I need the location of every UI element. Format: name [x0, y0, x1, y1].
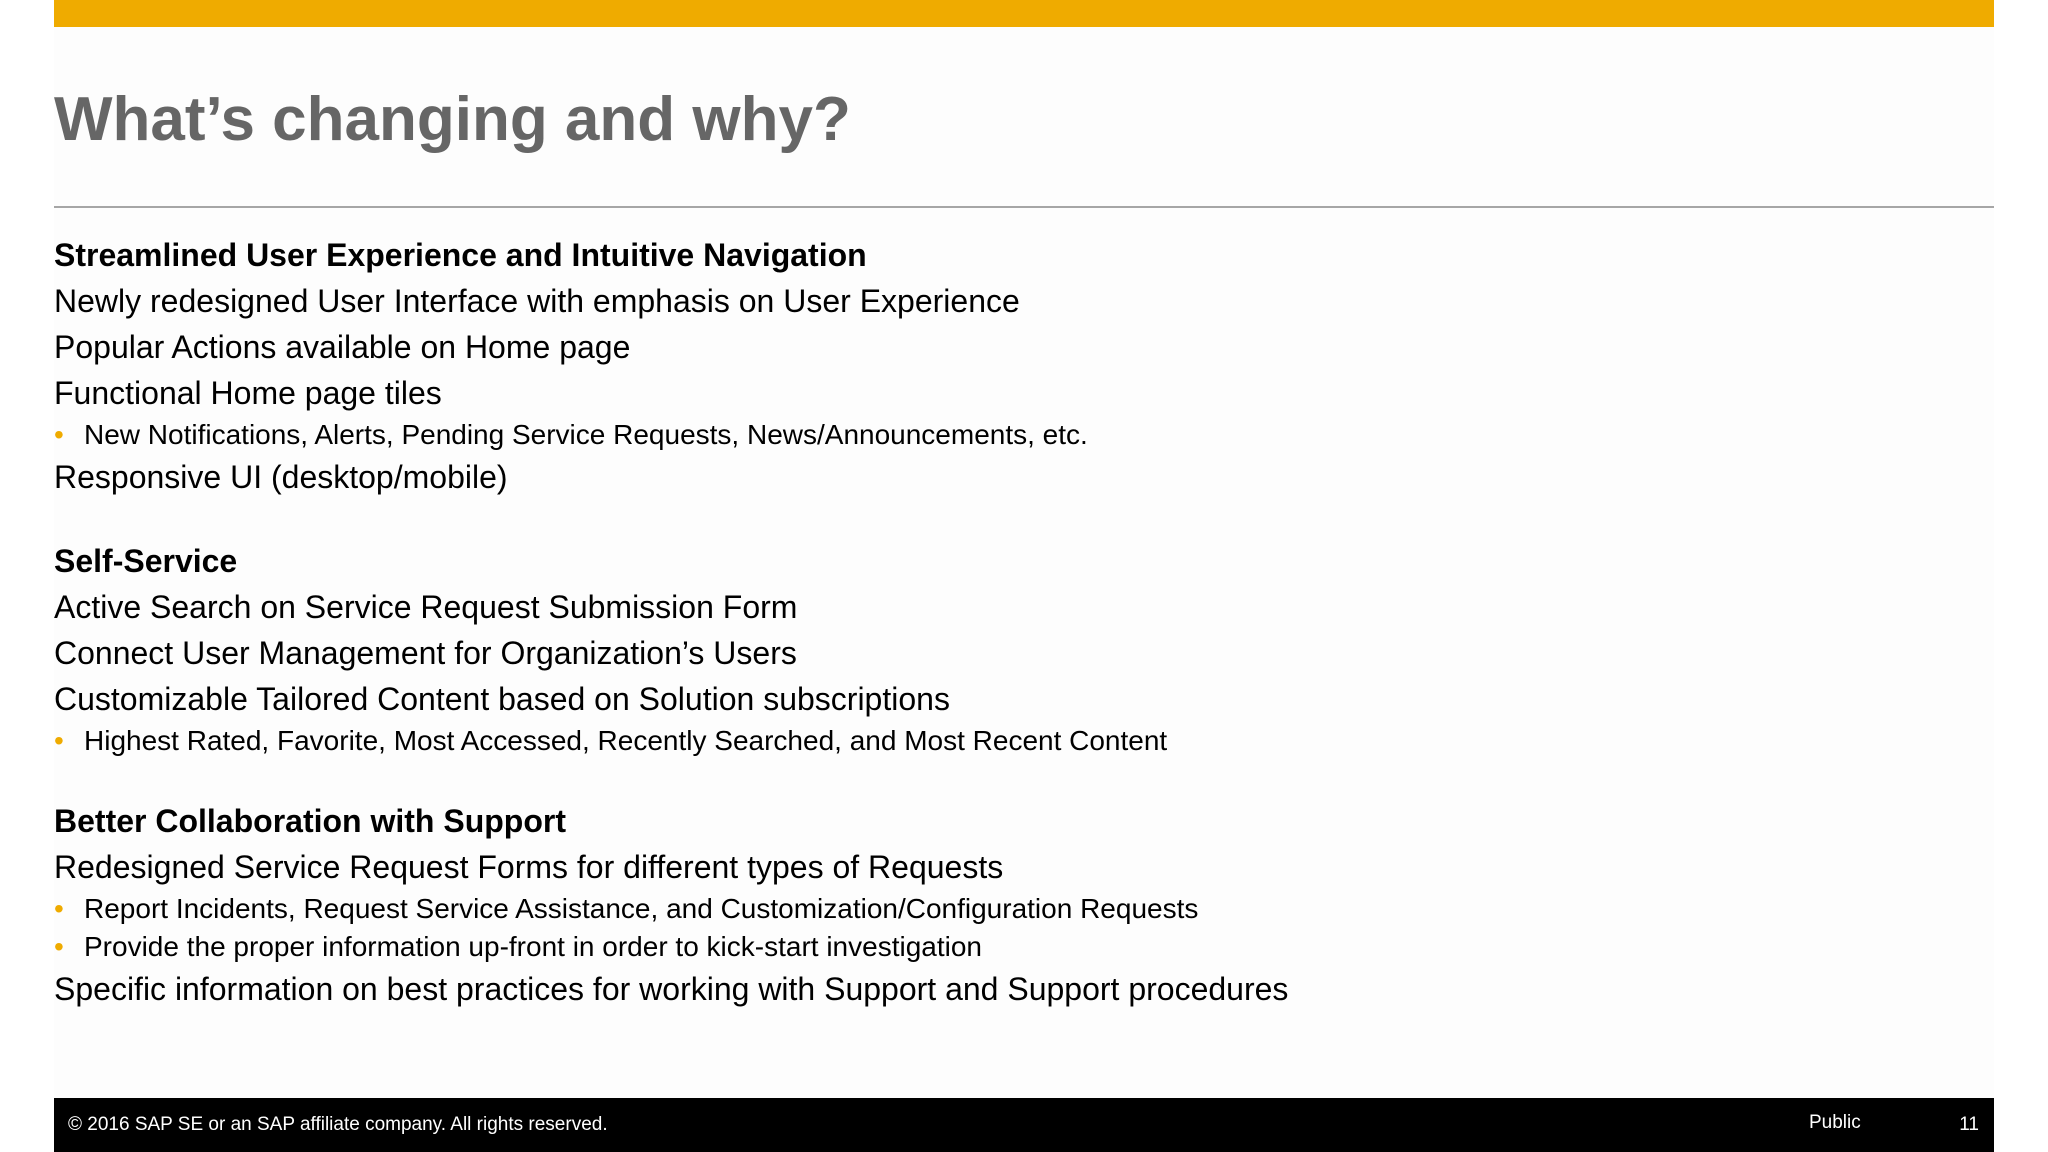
- section-heading: Better Collaboration with Support: [54, 803, 566, 839]
- section-heading: Self-Service: [54, 543, 238, 579]
- sub-bullet-item: [54, 722, 1954, 760]
- bullet-icon: •: [54, 725, 64, 756]
- classification-label: Public: [1809, 1112, 1861, 1133]
- list-item: Functional Home page tiles: [54, 375, 442, 411]
- section-collaboration: [54, 798, 1954, 1012]
- sub-bullet-text: Provide the proper information up-front in order to kick-start investigation: [84, 931, 982, 962]
- list-item: Active Search on Service Request Submission Form: [54, 589, 798, 625]
- list-item: Responsive UI (desktop/mobile): [54, 459, 508, 495]
- section-streamlined-ux: [54, 232, 1954, 500]
- list-item: Newly redesigned User Interface with emphasis on User Experience: [54, 283, 1020, 319]
- footer-bar: [54, 1098, 1994, 1152]
- section-self-service: [54, 538, 1954, 760]
- bullet-icon: •: [54, 419, 64, 450]
- slide-title: What’s changing and why?: [54, 85, 851, 154]
- sub-bullet-text: Highest Rated, Favorite, Most Accessed, Recently Searched, and Most Recent Content: [84, 725, 1168, 756]
- list-item: Connect User Management for Organization’s Users: [54, 635, 797, 671]
- title-divider: [54, 206, 1994, 208]
- sub-bullet-item: [54, 416, 1954, 454]
- bullet-icon: •: [54, 893, 64, 924]
- accent-bar: [54, 0, 1994, 27]
- list-item: Customizable Tailored Content based on Solution subscriptions: [54, 681, 950, 717]
- slide-content: [54, 232, 1954, 1012]
- sub-bullet-item: [54, 890, 1954, 928]
- page-number: 11: [1959, 1114, 1979, 1135]
- list-item: Redesigned Service Request Forms for different types of Requests: [54, 849, 1004, 885]
- list-item: Popular Actions available on Home page: [54, 329, 631, 365]
- sub-bullet-text: New Notifications, Alerts, Pending Service Requests, News/Announcements, etc.: [84, 419, 1088, 450]
- sub-bullet-item: [54, 928, 1954, 966]
- list-item: Specific information on best practices for working with Support and Support procedures: [54, 971, 1289, 1007]
- sub-bullet-text: Report Incidents, Request Service Assistance, and Customization/Configuration Requests: [84, 893, 1199, 924]
- slide: [54, 0, 1994, 1152]
- section-heading: Streamlined User Experience and Intuitive Navigation: [54, 237, 867, 273]
- bullet-icon: •: [54, 931, 64, 962]
- copyright-text: © 2016 SAP SE or an SAP affiliate company. All rights reserved.: [68, 1114, 608, 1135]
